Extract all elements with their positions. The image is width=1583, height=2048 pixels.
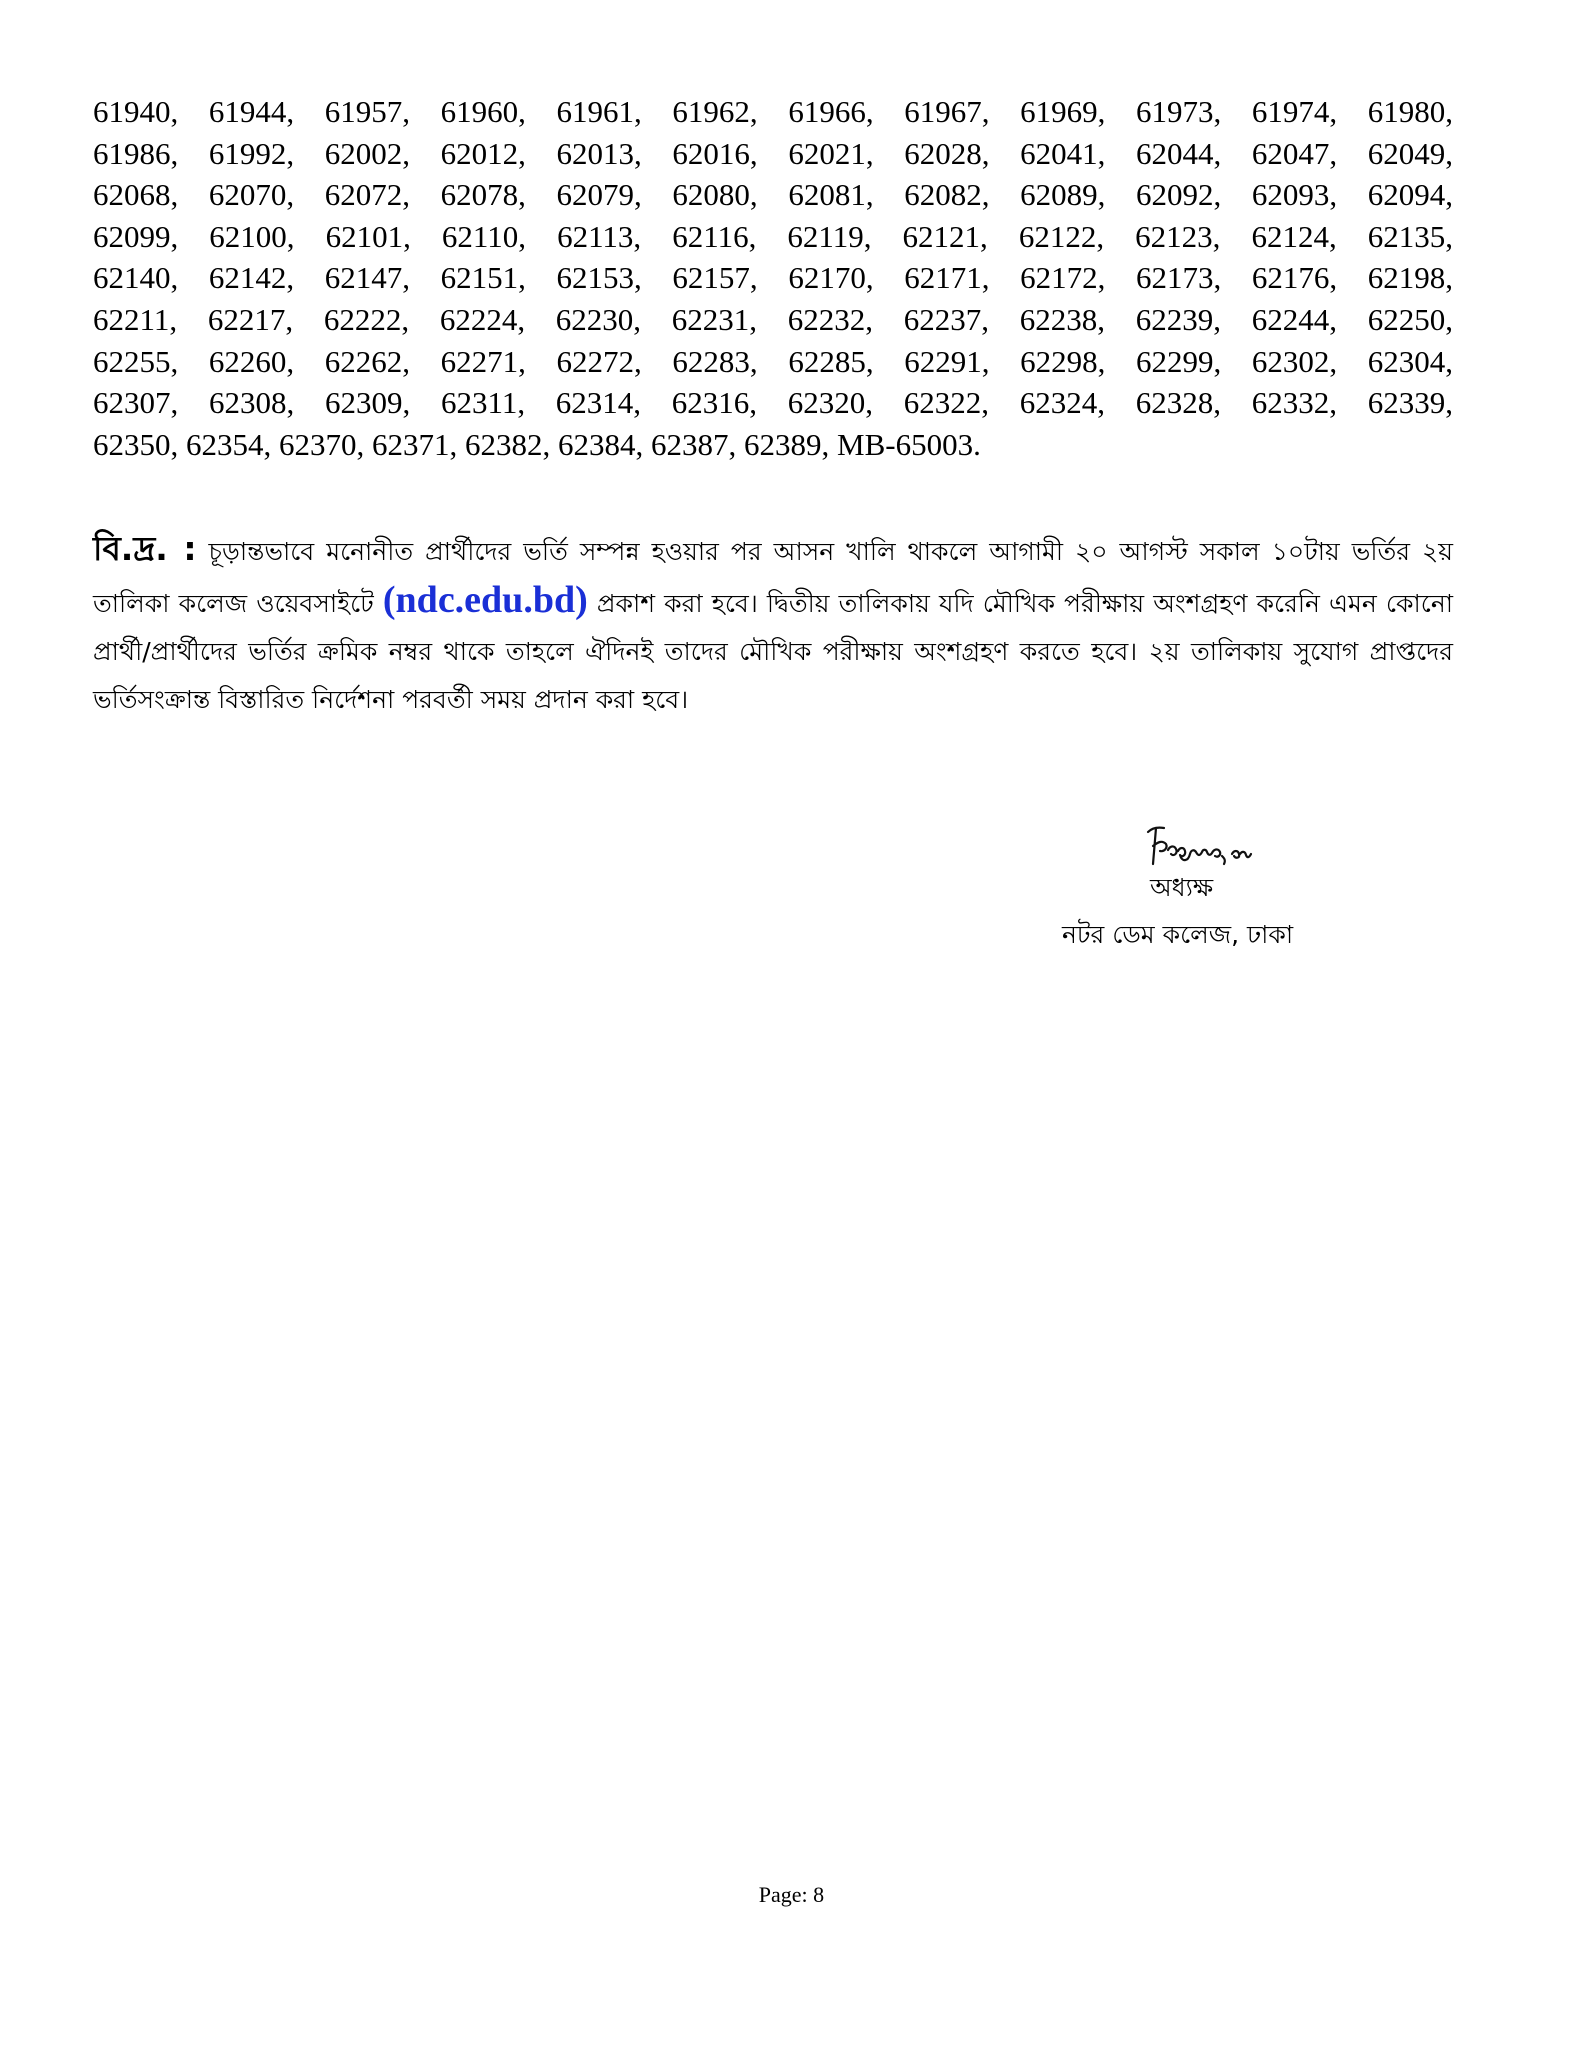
serial-line: 62211, 62217, 62222, 62224, 62230, 62231, 62232, 62237, 62238, 62239, 62244, 62250, bbox=[93, 301, 1453, 337]
admission-serial-list bbox=[93, 91, 1453, 465]
page-number: Page: 8 bbox=[758, 1882, 825, 1907]
note-paragraph bbox=[93, 525, 1453, 724]
serial-line: 61986, 61992, 62002, 62012, 62013, 62016, 62021, 62028, 62041, 62044, 62047, 62049, bbox=[93, 135, 1453, 171]
note-label: বি.দ্র. : bbox=[93, 529, 197, 568]
signatory-title: অধ্যক্ষ bbox=[1150, 873, 1214, 902]
serial-line: 61940, 61944, 61957, 61960, 61961, 61962, 61966, 61967, 61969, 61973, 61974, 61980, bbox=[93, 94, 1453, 129]
note-text-before-url: চূড়ান্তভাবে মনোনীত প্রার্থীদের ভর্তি সম্পন্ন হওয়ার পর আসন খালি থাকলে আগামী ২০ আগস্ট সকাল ১০টায় ভর্তির ২য় তালিকা কলেজ ওয়েবসাইটে bbox=[93, 537, 1453, 618]
college-website-link[interactable]: (ndc.edu.bd) bbox=[382, 579, 588, 621]
serial-line: 62140, 62142, 62147, 62151, 62153, 62157, 62170, 62171, 62172, 62173, 62176, 62198, bbox=[93, 260, 1453, 296]
serial-line: 62099, 62100, 62101, 62110, 62113, 62116, 62119, 62121, 62122, 62123, 62124, 62135, bbox=[93, 218, 1453, 254]
signatory-organization: নটর ডেম কলেজ, ঢাকা bbox=[1062, 920, 1294, 949]
serial-line: 62350, 62354, 62370, 62371, 62382, 62384, 62387, 62389, MB-65003. bbox=[93, 426, 981, 462]
principal-signature bbox=[1140, 818, 1340, 878]
note-text-after-url: প্রকাশ করা হবে। দ্বিতীয় তালিকায় যদি মৌখিক পরীক্ষায় অংশগ্রহণ করেনি এমন কোনো প্রার্থী/প্রার্থীদের ভর্তির ক্রমিক নম্বর থাকে তাহলে ঐদিনই তাদের মৌখিক পরীক্ষায় অংশগ্রহণ করতে হবে। ২য় তালিকায় সুযোগ প্রাপ্তদের ভর্তিসংক্রান্ত বিস্তারিত নির্দেশনা পরবর্তী সময় প্রদান করা হবে। bbox=[93, 589, 1454, 714]
serial-line: 62307, 62308, 62309, 62311, 62314, 62316, 62320, 62322, 62324, 62328, 62332, 62339, bbox=[93, 385, 1453, 421]
serial-line: 62255, 62260, 62262, 62271, 62272, 62283, 62285, 62291, 62298, 62299, 62302, 62304, bbox=[93, 343, 1453, 379]
serial-line: 62068, 62070, 62072, 62078, 62079, 62080, 62081, 62082, 62089, 62092, 62093, 62094, bbox=[93, 177, 1453, 213]
